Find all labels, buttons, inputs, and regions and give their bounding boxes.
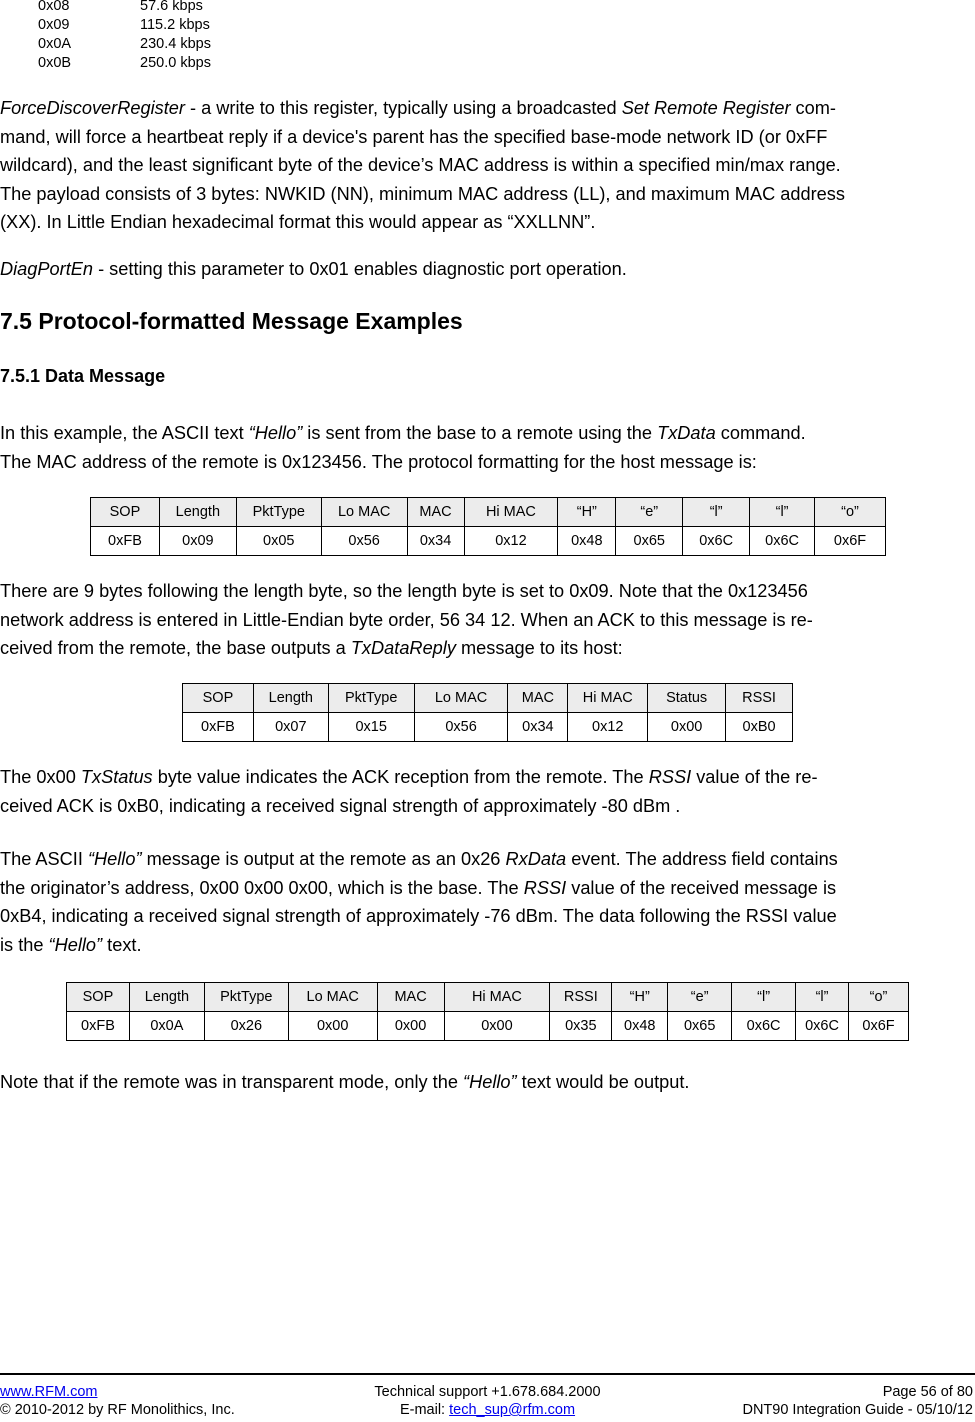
table-header-cell: “H” xyxy=(558,498,616,527)
term: ForceDiscoverRegister xyxy=(0,98,185,118)
example-paragraph xyxy=(0,419,975,476)
table-cell: 0x48 xyxy=(612,1012,668,1041)
note-paragraph xyxy=(0,1068,975,1097)
baud-code: 0x0B xyxy=(38,55,72,71)
text: value of the re- xyxy=(691,767,818,787)
table-cell: 0xB0 xyxy=(726,713,793,742)
term: RxData xyxy=(505,849,567,869)
force-discover-paragraph xyxy=(0,94,975,237)
table-row xyxy=(91,527,886,556)
table-header-row xyxy=(67,983,909,1012)
table-header-cell: “e” xyxy=(616,498,683,527)
term: Set Remote Register xyxy=(621,98,791,118)
text: ceived from the remote, the base outputs a xyxy=(0,638,351,658)
table-header-cell: Lo MAC xyxy=(414,684,508,713)
table-cell: 0x00 xyxy=(288,1012,377,1041)
term: TxStatus xyxy=(80,767,153,787)
term: RSSI xyxy=(523,877,567,898)
table-header-cell: Hi MAC xyxy=(444,983,550,1012)
text: There are 9 bytes following the length byte, so the length byte is set to 0x09. Note that the 0x123456 xyxy=(0,581,808,601)
table-cell: 0x12 xyxy=(568,713,648,742)
table-cell: 0xFB xyxy=(91,527,160,556)
table-header-cell: RSSI xyxy=(726,684,793,713)
baud-code: 0x09 xyxy=(38,17,70,33)
guide-title: DNT90 Integration Guide - 05/10/12 xyxy=(742,1402,973,1418)
text: the originator’s address, 0x00 0x00 0x00, which is the base. The xyxy=(0,877,524,898)
website-link[interactable]: www.RFM.com xyxy=(0,1384,98,1400)
text: The 0x00 xyxy=(0,767,81,787)
table-cell: 0x35 xyxy=(550,1012,612,1041)
text: The MAC address of the remote is 0x123456. The protocol formatting for the host message is: xyxy=(0,451,757,472)
table-header-cell: “e” xyxy=(668,983,732,1012)
table-header-cell: Hi MAC xyxy=(464,498,558,527)
table-header-cell: “o” xyxy=(815,498,886,527)
subsection-heading: 7.5.1 Data Message xyxy=(0,366,166,386)
baud-rate: 57.6 kbps xyxy=(140,0,203,14)
table-header-cell: MAC xyxy=(508,684,568,713)
text: is the xyxy=(0,934,49,955)
table-cell: 0x6C xyxy=(750,527,815,556)
baud-row xyxy=(38,35,211,54)
table-header-cell: “l” xyxy=(683,498,750,527)
table-header-cell: PktType xyxy=(204,983,288,1012)
table-header-cell: “H” xyxy=(612,983,668,1012)
status-paragraph xyxy=(0,763,975,820)
table-cell: 0x6F xyxy=(815,527,886,556)
table-header-cell: Status xyxy=(648,684,726,713)
table-header-cell: “l” xyxy=(796,983,849,1012)
text: ceived ACK is 0xB0, indicating a received signal strength of approximately -80 dBm . xyxy=(0,795,681,816)
text: is sent from the base to a remote using the xyxy=(302,423,658,443)
table-cell: 0x56 xyxy=(321,527,407,556)
table-cell: 0xFB xyxy=(183,713,254,742)
text: The payload consists of 3 bytes: NWKID (NN), minimum MAC address (LL), and maximum MAC address xyxy=(0,183,845,204)
term: “Hello” xyxy=(248,423,303,443)
table-cell: 0x34 xyxy=(508,713,568,742)
table-header-cell: Lo MAC xyxy=(321,498,407,527)
table-header-cell: Length xyxy=(129,983,204,1012)
table-header-cell: SOP xyxy=(67,983,130,1012)
table-header-cell: “l” xyxy=(750,498,815,527)
text: event. The address field contains xyxy=(566,849,838,869)
baud-code: 0x08 xyxy=(38,0,70,14)
rxdata-paragraph xyxy=(0,845,975,959)
email-label: E-mail: xyxy=(399,1402,450,1418)
copyright: © 2010-2012 by RF Monolithics, Inc. xyxy=(0,1402,235,1418)
txdata-message-table xyxy=(90,497,886,556)
table-header-cell: SOP xyxy=(91,498,160,527)
term: DiagPortEn xyxy=(0,259,94,279)
term: TxData xyxy=(657,423,716,443)
support-phone: Technical support +1.678.684.2000 xyxy=(374,1384,601,1400)
text: byte value indicates the ACK reception from the remote. The xyxy=(152,767,649,787)
table-header-row xyxy=(91,498,886,527)
text: network address is entered in Little-Endian byte order, 56 34 12. When an ACK to this message is re- xyxy=(0,609,813,630)
table-cell: 0x00 xyxy=(377,1012,444,1041)
table-cell: 0x15 xyxy=(328,713,414,742)
text: - a write to this register, typically using a broadcasted xyxy=(184,98,622,118)
term: “Hello” xyxy=(463,1072,517,1092)
text: com- xyxy=(790,98,836,118)
term: “Hello” xyxy=(87,849,142,869)
section-heading: 7.5 Protocol-formatted Message Examples xyxy=(0,308,463,334)
txdatareply-message-table xyxy=(182,683,793,742)
table-header-row xyxy=(183,684,793,713)
table-cell: 0x34 xyxy=(407,527,464,556)
text: text would be output. xyxy=(516,1072,690,1092)
baud-row xyxy=(38,16,210,35)
baud-code: 0x0A xyxy=(38,36,72,52)
table-cell: 0x6C xyxy=(796,1012,849,1041)
table-header-cell: PktType xyxy=(236,498,321,527)
baud-row xyxy=(38,54,211,73)
text: (XX). In Little Endian hexadecimal format this would appear as “XXLLNN”. xyxy=(0,212,596,232)
table-cell: 0xFB xyxy=(67,1012,130,1041)
text: Note that if the remote was in transparent mode, only the xyxy=(0,1072,464,1092)
table-cell: 0x56 xyxy=(414,713,508,742)
text: - setting this parameter to 0x01 enables diagnostic port operation. xyxy=(93,259,627,279)
footer-right xyxy=(742,1383,973,1419)
table-cell: 0x6C xyxy=(683,527,750,556)
text: The ASCII xyxy=(0,849,88,869)
table-cell: 0x65 xyxy=(616,527,683,556)
text: value of the received message is xyxy=(566,877,837,898)
term: RSSI xyxy=(648,767,692,787)
baud-row xyxy=(38,0,203,16)
table-cell: 0x65 xyxy=(668,1012,732,1041)
text: mand, will force a heartbeat reply if a device's parent has the specified base-mode network ID (or 0xFF xyxy=(0,126,828,147)
table-cell: 0x05 xyxy=(236,527,321,556)
table-cell: 0x6C xyxy=(732,1012,796,1041)
diag-port-paragraph xyxy=(0,255,975,284)
rxdata-message-table xyxy=(66,982,909,1041)
table-cell: 0x48 xyxy=(558,527,616,556)
table-header-cell: MAC xyxy=(407,498,464,527)
table-header-cell: Length xyxy=(253,684,328,713)
page-number: Page 56 of 80 xyxy=(882,1384,973,1400)
text: text. xyxy=(102,934,142,955)
bytes-paragraph xyxy=(0,577,975,663)
footer-divider xyxy=(0,1373,975,1375)
text: message is output at the remote as an 0x26 xyxy=(141,849,506,869)
table-row xyxy=(183,713,793,742)
baud-rate: 230.4 kbps xyxy=(140,36,211,52)
table-cell: 0x12 xyxy=(464,527,558,556)
email-link[interactable]: tech_sup@rfm.com xyxy=(449,1402,576,1418)
table-header-cell: PktType xyxy=(328,684,414,713)
text: 0xB4, indicating a received signal strength of approximately -76 dBm. The data following the RSSI value xyxy=(0,906,837,926)
text: In this example, the ASCII text xyxy=(0,423,249,443)
table-header-cell: “o” xyxy=(849,983,909,1012)
term: “Hello” xyxy=(48,934,103,955)
table-header-cell: Lo MAC xyxy=(288,983,377,1012)
table-header-cell: “l” xyxy=(732,983,796,1012)
baud-rate: 250.0 kbps xyxy=(140,55,211,71)
table-header-cell: SOP xyxy=(183,684,254,713)
table-cell: 0x6F xyxy=(849,1012,909,1041)
table-cell: 0x07 xyxy=(253,713,328,742)
table-cell: 0x0A xyxy=(129,1012,204,1041)
table-row xyxy=(67,1012,909,1041)
table-cell: 0x00 xyxy=(444,1012,550,1041)
text: message to its host: xyxy=(455,638,623,658)
table-cell: 0x26 xyxy=(204,1012,288,1041)
table-header-cell: MAC xyxy=(377,983,444,1012)
table-cell: 0x00 xyxy=(648,713,726,742)
table-header-cell: Length xyxy=(159,498,236,527)
term: TxDataReply xyxy=(350,638,456,658)
text: command. xyxy=(715,423,806,443)
table-header-cell: RSSI xyxy=(550,983,612,1012)
table-header-cell: Hi MAC xyxy=(568,684,648,713)
text: wildcard), and the least significant byte of the device’s MAC address is within a specified min/max range. xyxy=(0,155,841,175)
baud-rate: 115.2 kbps xyxy=(140,17,210,33)
table-cell: 0x09 xyxy=(159,527,236,556)
